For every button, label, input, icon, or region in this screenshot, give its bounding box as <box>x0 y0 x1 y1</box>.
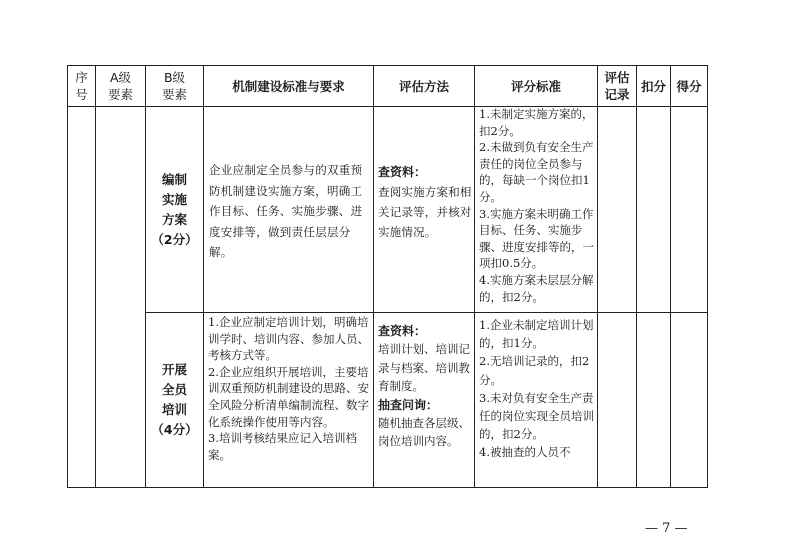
col-border-9 <box>707 65 708 488</box>
table-bottom-border <box>67 487 708 488</box>
row1-criteria-item: 3.实施方案未明确工作目标、任务、实施步骤、进度安排等的，一项扣0.5分。 <box>479 206 594 271</box>
col-border-8 <box>670 65 671 488</box>
row1-criteria-item: 1.未制定实施方案的，扣2分。 <box>479 107 594 138</box>
col-border-3 <box>203 65 204 488</box>
col-border-6 <box>597 65 598 488</box>
row2-method <box>378 322 472 451</box>
row1-criteria-item: 2.未做到负有安全生产责任的岗位全员参与的，每缺一个岗位扣1分。 <box>479 140 594 204</box>
row2-criteria-item: 1.企业未制定培训计划的，扣1分。 <box>479 318 594 351</box>
col-border-1 <box>95 65 96 488</box>
row2-criteria-item: 4.被抽查的人员不 <box>479 445 571 460</box>
row1-b-element: 编制 实施 方案 （2分） <box>151 171 198 247</box>
row1-method-text: 查阅实施方案和相关记录等，并核对实施情况。 <box>378 185 472 239</box>
row2-method-text-2: 随机抽查各层级、岗位培训内容。 <box>378 415 470 448</box>
row1-criteria <box>479 106 595 305</box>
row2-method-title-2: 抽查问询： <box>378 397 439 412</box>
col-border-5 <box>474 65 475 488</box>
row1-method <box>378 163 472 242</box>
row1-criteria-item: 4.实施方案未层层分解的，扣2分。 <box>479 272 594 304</box>
header-score: 得分 <box>676 78 702 94</box>
row2-method-text-1: 培训计划、培训记录与档案、培训教育制度。 <box>378 342 470 393</box>
header-a-level: A级 要素 <box>107 70 133 102</box>
col-border-4 <box>373 65 374 488</box>
header-method: 评估方法 <box>398 78 449 94</box>
col-border-0 <box>67 65 68 488</box>
row2-criteria-item: 3.未对负有安全生产责任的岗位实现全员培训的，扣2分。 <box>479 390 594 442</box>
col-border-7 <box>636 65 637 488</box>
page-number: — 7 — <box>645 521 688 536</box>
row1-standard: 企业应制定全员参与的双重预防机制建设实施方案，明确工作目标、任务、实施步骤、进度安排等，做到责任层层分解。 <box>209 163 363 259</box>
header-deduct: 扣分 <box>640 78 666 94</box>
header-b-level: B级 要素 <box>161 70 187 102</box>
header-criteria: 评分标准 <box>510 78 561 94</box>
row2-method-title-1: 查资料： <box>378 324 427 338</box>
header-standard: 机制建设标准与要求 <box>232 78 345 94</box>
row2-b-element: 开展 全员 培训 （4分） <box>151 362 198 437</box>
row2-standard-item: 3.培训考核结果应记入培训档案。 <box>208 431 357 462</box>
row2-criteria-item: 2.无培训记录的，扣2分。 <box>479 354 590 387</box>
row1-bottom-border <box>145 312 708 313</box>
row2-standard-item: 2.企业应组织开展培训，主要培训双重预防机制建设的思路、安全风险分析清单编制流程、数字化系统操作使用等内容。 <box>208 364 369 429</box>
row2-standard <box>208 314 371 463</box>
header-seq: 序 号 <box>75 70 88 102</box>
row1-method-title: 查资料： <box>378 165 427 179</box>
row2-criteria <box>479 316 595 462</box>
header-record: 评估 记录 <box>604 70 630 102</box>
row2-standard-item: 1.企业应制定培训计划，明确培训学时、培训内容、参加人员、考核方式等。 <box>208 315 369 363</box>
